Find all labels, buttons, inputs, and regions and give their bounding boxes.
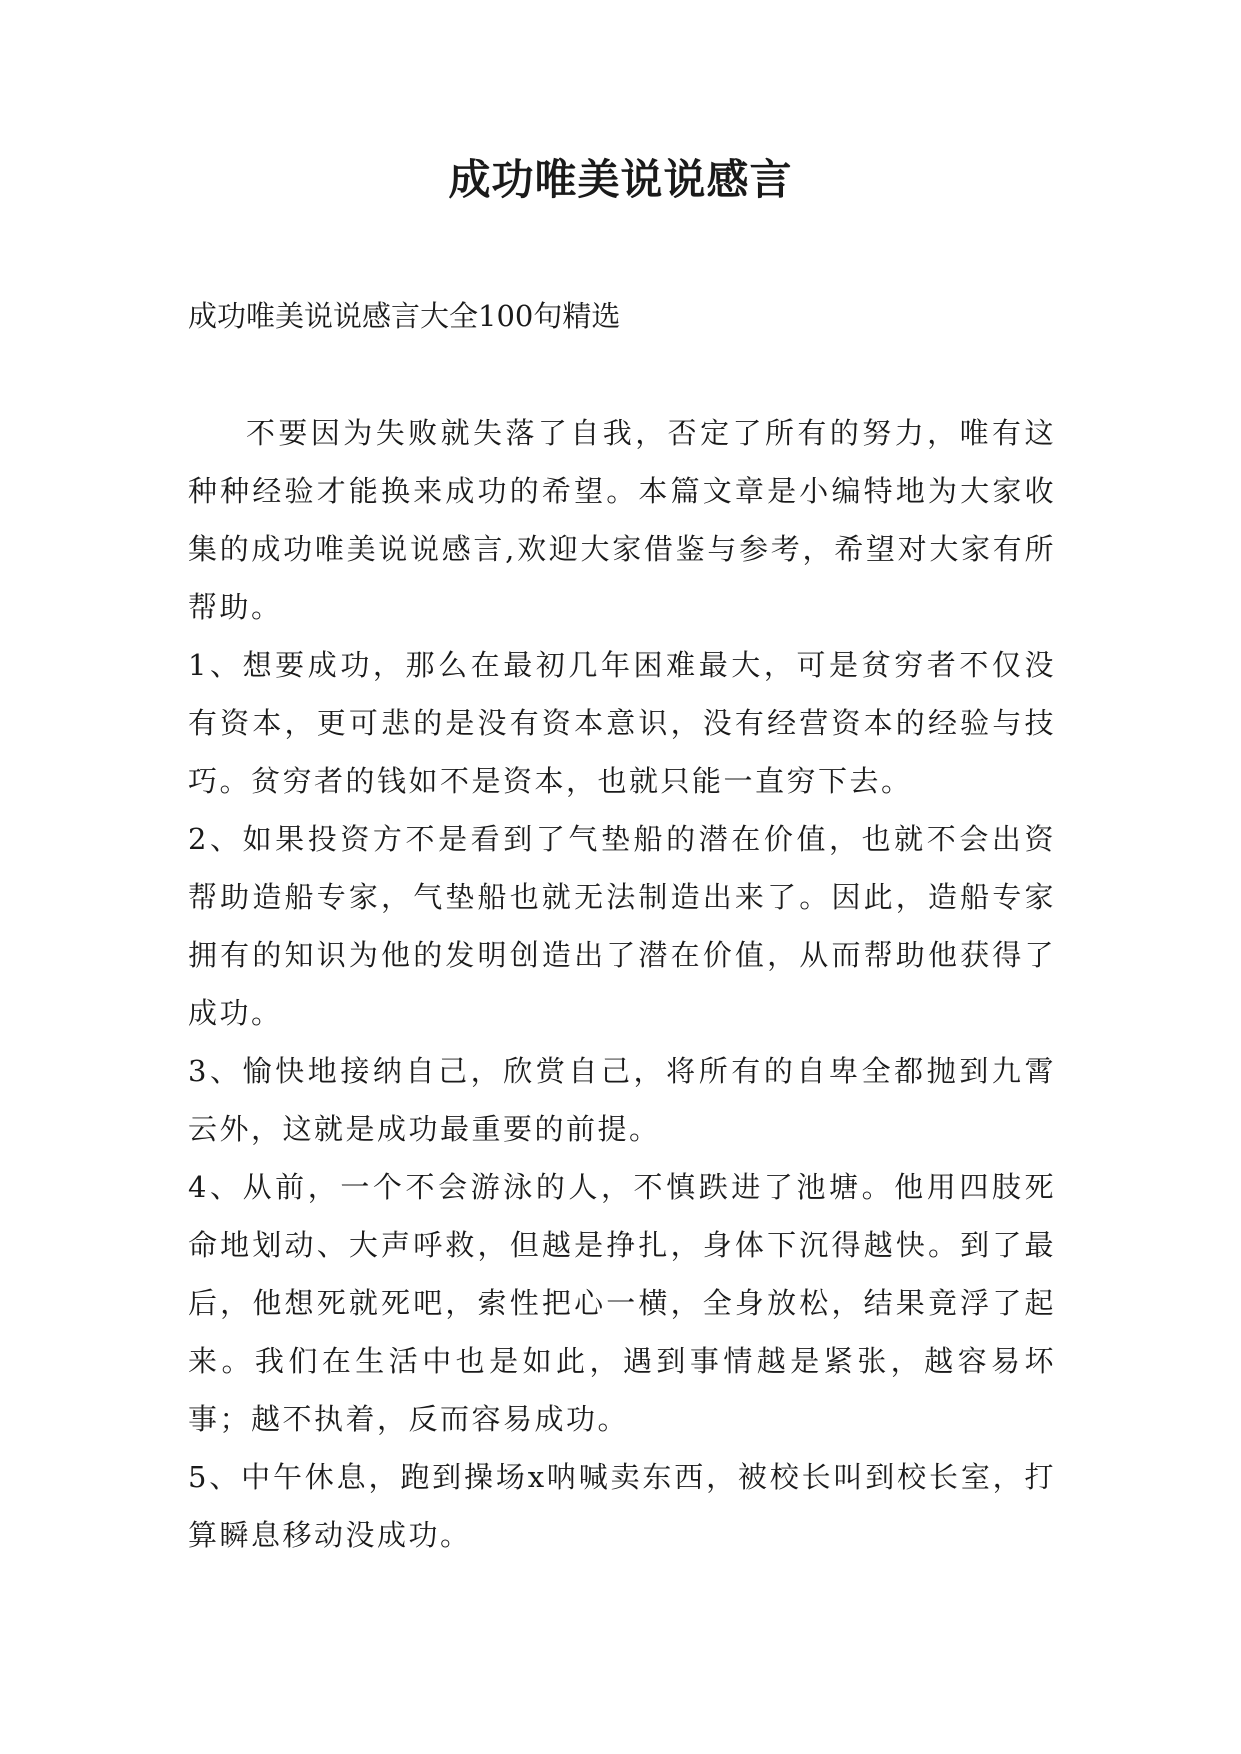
list-item: 1、想要成功，那么在最初几年困难最大，可是贫穷者不仅没有资本，更可悲的是没有资本意识，没有经营资本的经验与技巧。贫穷者的钱如不是资本，也就只能一直穷下去。 [188, 648, 1056, 798]
list-item: 5、中午休息，跑到操场x呐喊卖东西，被校长叫到校长室，打算瞬息移动没成功。 [188, 1460, 1056, 1552]
document-title: 成功唯美说说感言 [448, 155, 793, 204]
list-item: 3、愉快地接纳自己，欣赏自己，将所有的自卑全都抛到九霄云外，这就是成功最重要的前提。 [188, 1054, 1056, 1146]
document-subtitle: 成功唯美说说感言大全100句精选 [188, 299, 621, 333]
document-body [188, 404, 1056, 1564]
list-item: 4、从前，一个不会游泳的人，不慎跌进了池塘。他用四肢死命地划动、大声呼救，但越是挣扎，身体下沉得越快。到了最后，他想死就死吧，索性把心一横，全身放松，结果竟浮了起来。我们在生活中也是如此，遇到事情越是紧张，越容易坏事；越不执着，反而容易成功。 [188, 1170, 1056, 1436]
list-item: 2、如果投资方不是看到了气垫船的潜在价值，也就不会出资帮助造船专家，气垫船也就无法制造出来了。因此，造船专家拥有的知识为他的发明创造出了潜在价值，从而帮助他获得了成功。 [188, 822, 1056, 1030]
intro-paragraph: 不要因为失败就失落了自我，否定了所有的努力，唯有这种种经验才能换来成功的希望。本篇文章是小编特地为大家收集的成功唯美说说感言,欢迎大家借鉴与参考，希望对大家有所帮助。 [188, 416, 1056, 624]
